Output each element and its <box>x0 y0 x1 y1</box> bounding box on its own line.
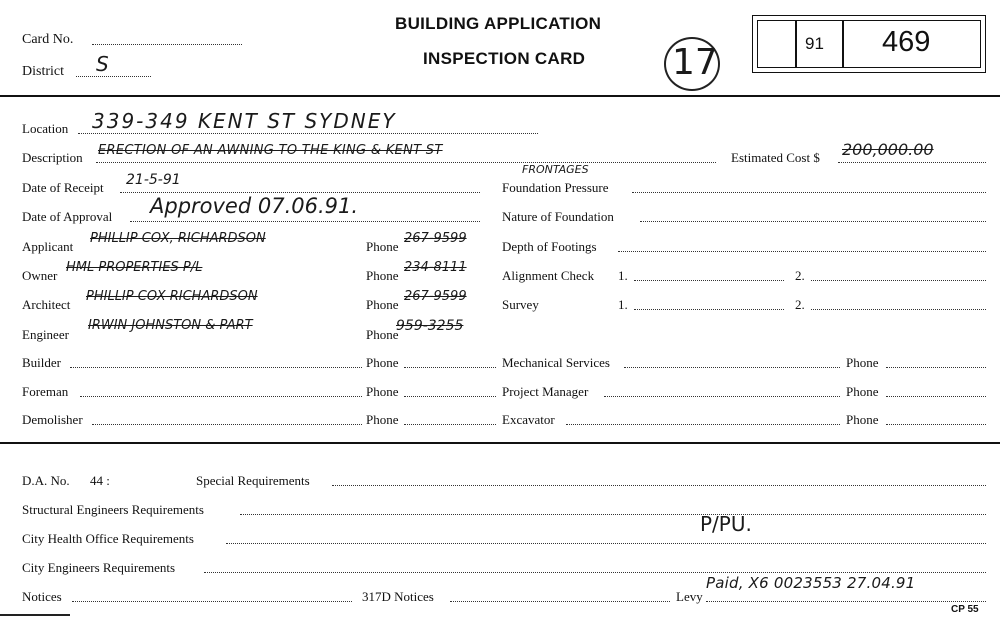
estimated-cost-value: 200,000.00 <box>842 140 934 159</box>
notices-317d-label: 317D Notices <box>362 589 434 604</box>
city-eng-label: City Engineers Requirements <box>22 560 176 575</box>
survey-label: Survey <box>502 297 539 312</box>
alignment-line2 <box>811 280 986 281</box>
structural-label: Structural Engineers Requirements <box>22 502 204 517</box>
owner-phone-label: Phone <box>366 268 399 283</box>
project-manager-label: Project Manager <box>502 384 589 399</box>
builder-label: Builder <box>22 355 61 370</box>
bottom-rule-stub <box>0 614 70 616</box>
engineer-label: Engineer <box>22 327 69 342</box>
nature-foundation-label: Nature of Foundation <box>502 209 614 224</box>
special-req-label: Special Requirements <box>196 473 310 488</box>
alignment-check-label: Alignment Check <box>502 268 595 283</box>
applicant-phone-label: Phone <box>366 239 399 254</box>
demolisher-phone-label: Phone <box>366 412 399 427</box>
architect-label: Architect <box>22 297 71 312</box>
date-receipt-line <box>120 192 480 193</box>
date-approval-value: Approved 07.06.91. <box>150 194 359 218</box>
district-line <box>76 76 151 77</box>
project-manager-phone-label: Phone <box>846 384 879 399</box>
special-req-line <box>332 485 986 486</box>
mechanical-label: Mechanical Services <box>502 355 610 370</box>
structural-line <box>240 514 986 515</box>
architect-phone-label: Phone <box>366 297 399 312</box>
project-manager-line <box>604 396 840 397</box>
engineer-phone-label: Phone <box>366 327 399 342</box>
foundation-pressure-label: Foundation Pressure <box>502 180 609 195</box>
owner-value: HML PROPERTIES P/L <box>66 260 203 275</box>
survey-num1: 1. <box>618 297 628 312</box>
depth-footings-label: Depth of Footings <box>502 239 597 254</box>
estimated-cost-label: Estimated Cost $ <box>731 150 820 165</box>
engineer-phone: 959-3255 <box>396 318 464 334</box>
applicant-label: Applicant <box>22 239 74 254</box>
survey-line1 <box>634 309 784 310</box>
description-value-line2: FRONTAGES <box>522 163 589 176</box>
header-rule <box>0 95 1000 97</box>
mechanical-phone-line <box>886 367 986 368</box>
mechanical-phone-label: Phone <box>846 355 879 370</box>
applicant-value: PHILLIP COX, RICHARDSON <box>90 231 266 246</box>
foreman-line <box>80 396 362 397</box>
location-value: 339-349 KENT ST SYDNEY <box>92 109 397 133</box>
foundation-pressure-line <box>632 192 986 193</box>
da-no-value: 44 : <box>90 473 110 488</box>
notices-label: Notices <box>22 589 62 604</box>
demolisher-line <box>92 424 362 425</box>
excavator-label: Excavator <box>502 412 555 427</box>
architect-phone: 267-9599 <box>404 289 467 304</box>
health-label: City Health Office Requirements <box>22 531 194 546</box>
depth-footings-line <box>618 251 986 252</box>
description-value: ERECTION OF AN AWNING TO THE KING & KENT ST <box>98 143 443 158</box>
middle-rule <box>0 442 1000 444</box>
title-line1: BUILDING APPLICATION <box>395 14 602 33</box>
card-number: 469 <box>882 26 931 58</box>
alignment-num2: 2. <box>795 268 805 283</box>
title-line2: INSPECTION CARD <box>423 49 586 68</box>
card-no-label: Card No. <box>22 32 74 47</box>
date-receipt-value: 21-5-91 <box>126 172 181 188</box>
health-value: P/PU. <box>700 512 752 536</box>
health-line <box>226 543 986 544</box>
excavator-phone-label: Phone <box>846 412 879 427</box>
project-manager-phone-line <box>886 396 986 397</box>
date-receipt-label: Date of Receipt <box>22 180 104 195</box>
location-label: Location <box>22 121 69 136</box>
owner-label: Owner <box>22 268 58 283</box>
applicant-phone: 267-9599 <box>404 231 467 246</box>
survey-num2: 2. <box>795 297 805 312</box>
excavator-line <box>566 424 840 425</box>
date-approval-line <box>130 221 480 222</box>
foreman-phone-label: Phone <box>366 384 399 399</box>
foreman-phone-line <box>404 396 496 397</box>
excavator-phone-line <box>886 424 986 425</box>
levy-label: Levy <box>676 589 703 604</box>
alignment-line1 <box>634 280 784 281</box>
builder-line <box>70 367 362 368</box>
notices-line <box>72 601 352 602</box>
card-number-box-inner <box>757 20 981 68</box>
da-no-label: D.A. No. <box>22 473 70 488</box>
card-no-line <box>92 44 242 45</box>
district-label: District <box>22 64 64 79</box>
description-line <box>96 162 716 163</box>
levy-line <box>706 601 986 602</box>
circled-number: 17 <box>672 42 718 83</box>
location-line <box>78 133 538 134</box>
estimated-cost-line <box>838 162 986 163</box>
builder-phone-label: Phone <box>366 355 399 370</box>
survey-line2 <box>811 309 986 310</box>
description-label: Description <box>22 150 83 165</box>
city-eng-line <box>204 572 986 573</box>
card-prefix: 91 <box>805 34 824 53</box>
levy-value: Paid, X6 0023553 27.04.91 <box>706 574 916 592</box>
owner-phone: 234-8111 <box>404 260 467 275</box>
date-approval-label: Date of Approval <box>22 209 113 224</box>
form-code: CP 55 <box>951 604 979 615</box>
nature-foundation-line <box>640 221 986 222</box>
demolisher-label: Demolisher <box>22 412 83 427</box>
notices-317d-line <box>450 601 670 602</box>
card-number-divider-2 <box>842 20 844 68</box>
builder-phone-line <box>404 367 496 368</box>
mechanical-line <box>624 367 840 368</box>
engineer-value: IRWIN JOHNSTON & PART <box>88 318 253 333</box>
district-value: S <box>96 52 109 76</box>
architect-value: PHILLIP COX RICHARDSON <box>86 289 258 304</box>
demolisher-phone-line <box>404 424 496 425</box>
foreman-label: Foreman <box>22 384 69 399</box>
card-number-divider-1 <box>795 20 797 68</box>
alignment-num1: 1. <box>618 268 628 283</box>
